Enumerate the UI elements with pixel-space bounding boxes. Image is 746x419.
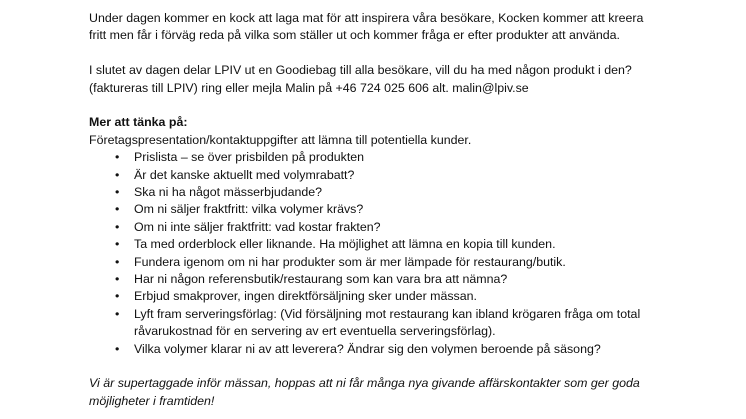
- paragraph-gap: [89, 45, 739, 62]
- list-item-text: Vilka volymer klarar ni av att leverera? Ändrar sig den volymen beroende på säsong?: [134, 341, 601, 356]
- list-item-text: Fundera igenom om ni har produkter som är mer lämpade för restaurang/butik.: [134, 254, 566, 269]
- list-item: [89, 201, 739, 218]
- list-item: [89, 219, 739, 236]
- list-item-text: Om ni säljer fraktfritt: vilka volymer krävs?: [134, 202, 364, 217]
- list-item: [89, 167, 739, 184]
- list-item-text: Om ni inte säljer fraktfritt: vad kostar frakten?: [134, 219, 381, 234]
- list-item-text: Prislista – se över prisbilden på produkten: [134, 150, 365, 165]
- list-item-text: Har ni någon referensbutik/restaurang som kan vara bra att nämna?: [134, 272, 508, 287]
- list-item: [89, 271, 739, 288]
- document-page: [89, 10, 739, 410]
- list-item-text: Erbjud smakprover, ingen direktförsäljning sker under mässan.: [134, 289, 477, 304]
- paragraph-gap: [89, 97, 739, 114]
- list-item: [89, 184, 739, 201]
- list-item-continuation: råvarukostnad för en servering av ert eventuella serveringsförlag).: [134, 324, 496, 339]
- closing-line-2: möjligheter i framtiden!: [89, 393, 215, 408]
- checklist-subheading: Företagspresentation/kontaktuppgifter att lämna till potentiella kunder.: [89, 132, 472, 147]
- list-item-text: Ta med orderblock eller liknande. Ha möjlighet att lämna en kopia till kunden.: [134, 237, 556, 252]
- goodiebag-line-2: (faktureras till LPIV) ring eller mejla Malin på +46 724 025 606 alt. malin@lpiv.se: [89, 80, 529, 95]
- list-item: [89, 288, 739, 305]
- checklist-list: [89, 149, 739, 358]
- intro-line-2: fritt men får i förväg reda på vilka som ställer ut och kommer fråga er efter produkter att använda.: [89, 28, 620, 43]
- list-item-text: Lyft fram serveringsförlag: (Vid försäljning mot restaurang kan ibland krögaren fråga om total: [134, 306, 641, 321]
- paragraph-gap: [89, 358, 739, 375]
- list-item-text: Ska ni ha något mässerbjudande?: [134, 185, 323, 200]
- list-item: [89, 149, 739, 166]
- list-item: [89, 254, 739, 271]
- list-item-text: Är det kanske aktuellt med volymrabatt?: [134, 167, 355, 182]
- list-item: [89, 341, 739, 358]
- list-item: [89, 306, 739, 341]
- goodiebag-line-1: I slutet av dagen delar LPIV ut en Goodiebag till alla besökare, vill du ha med någon produkt i den?: [89, 63, 632, 78]
- intro-line-1: Under dagen kommer en kock att laga mat för att inspirera våra besökare, Kocken kommer att kreera: [89, 11, 644, 25]
- checklist-heading: Mer att tänka på:: [89, 115, 188, 130]
- list-item: [89, 236, 739, 253]
- closing-line-1: Vi är supertaggade inför mässan, hoppas att ni får många nya givande affärskontakter som ger goda: [89, 376, 640, 391]
